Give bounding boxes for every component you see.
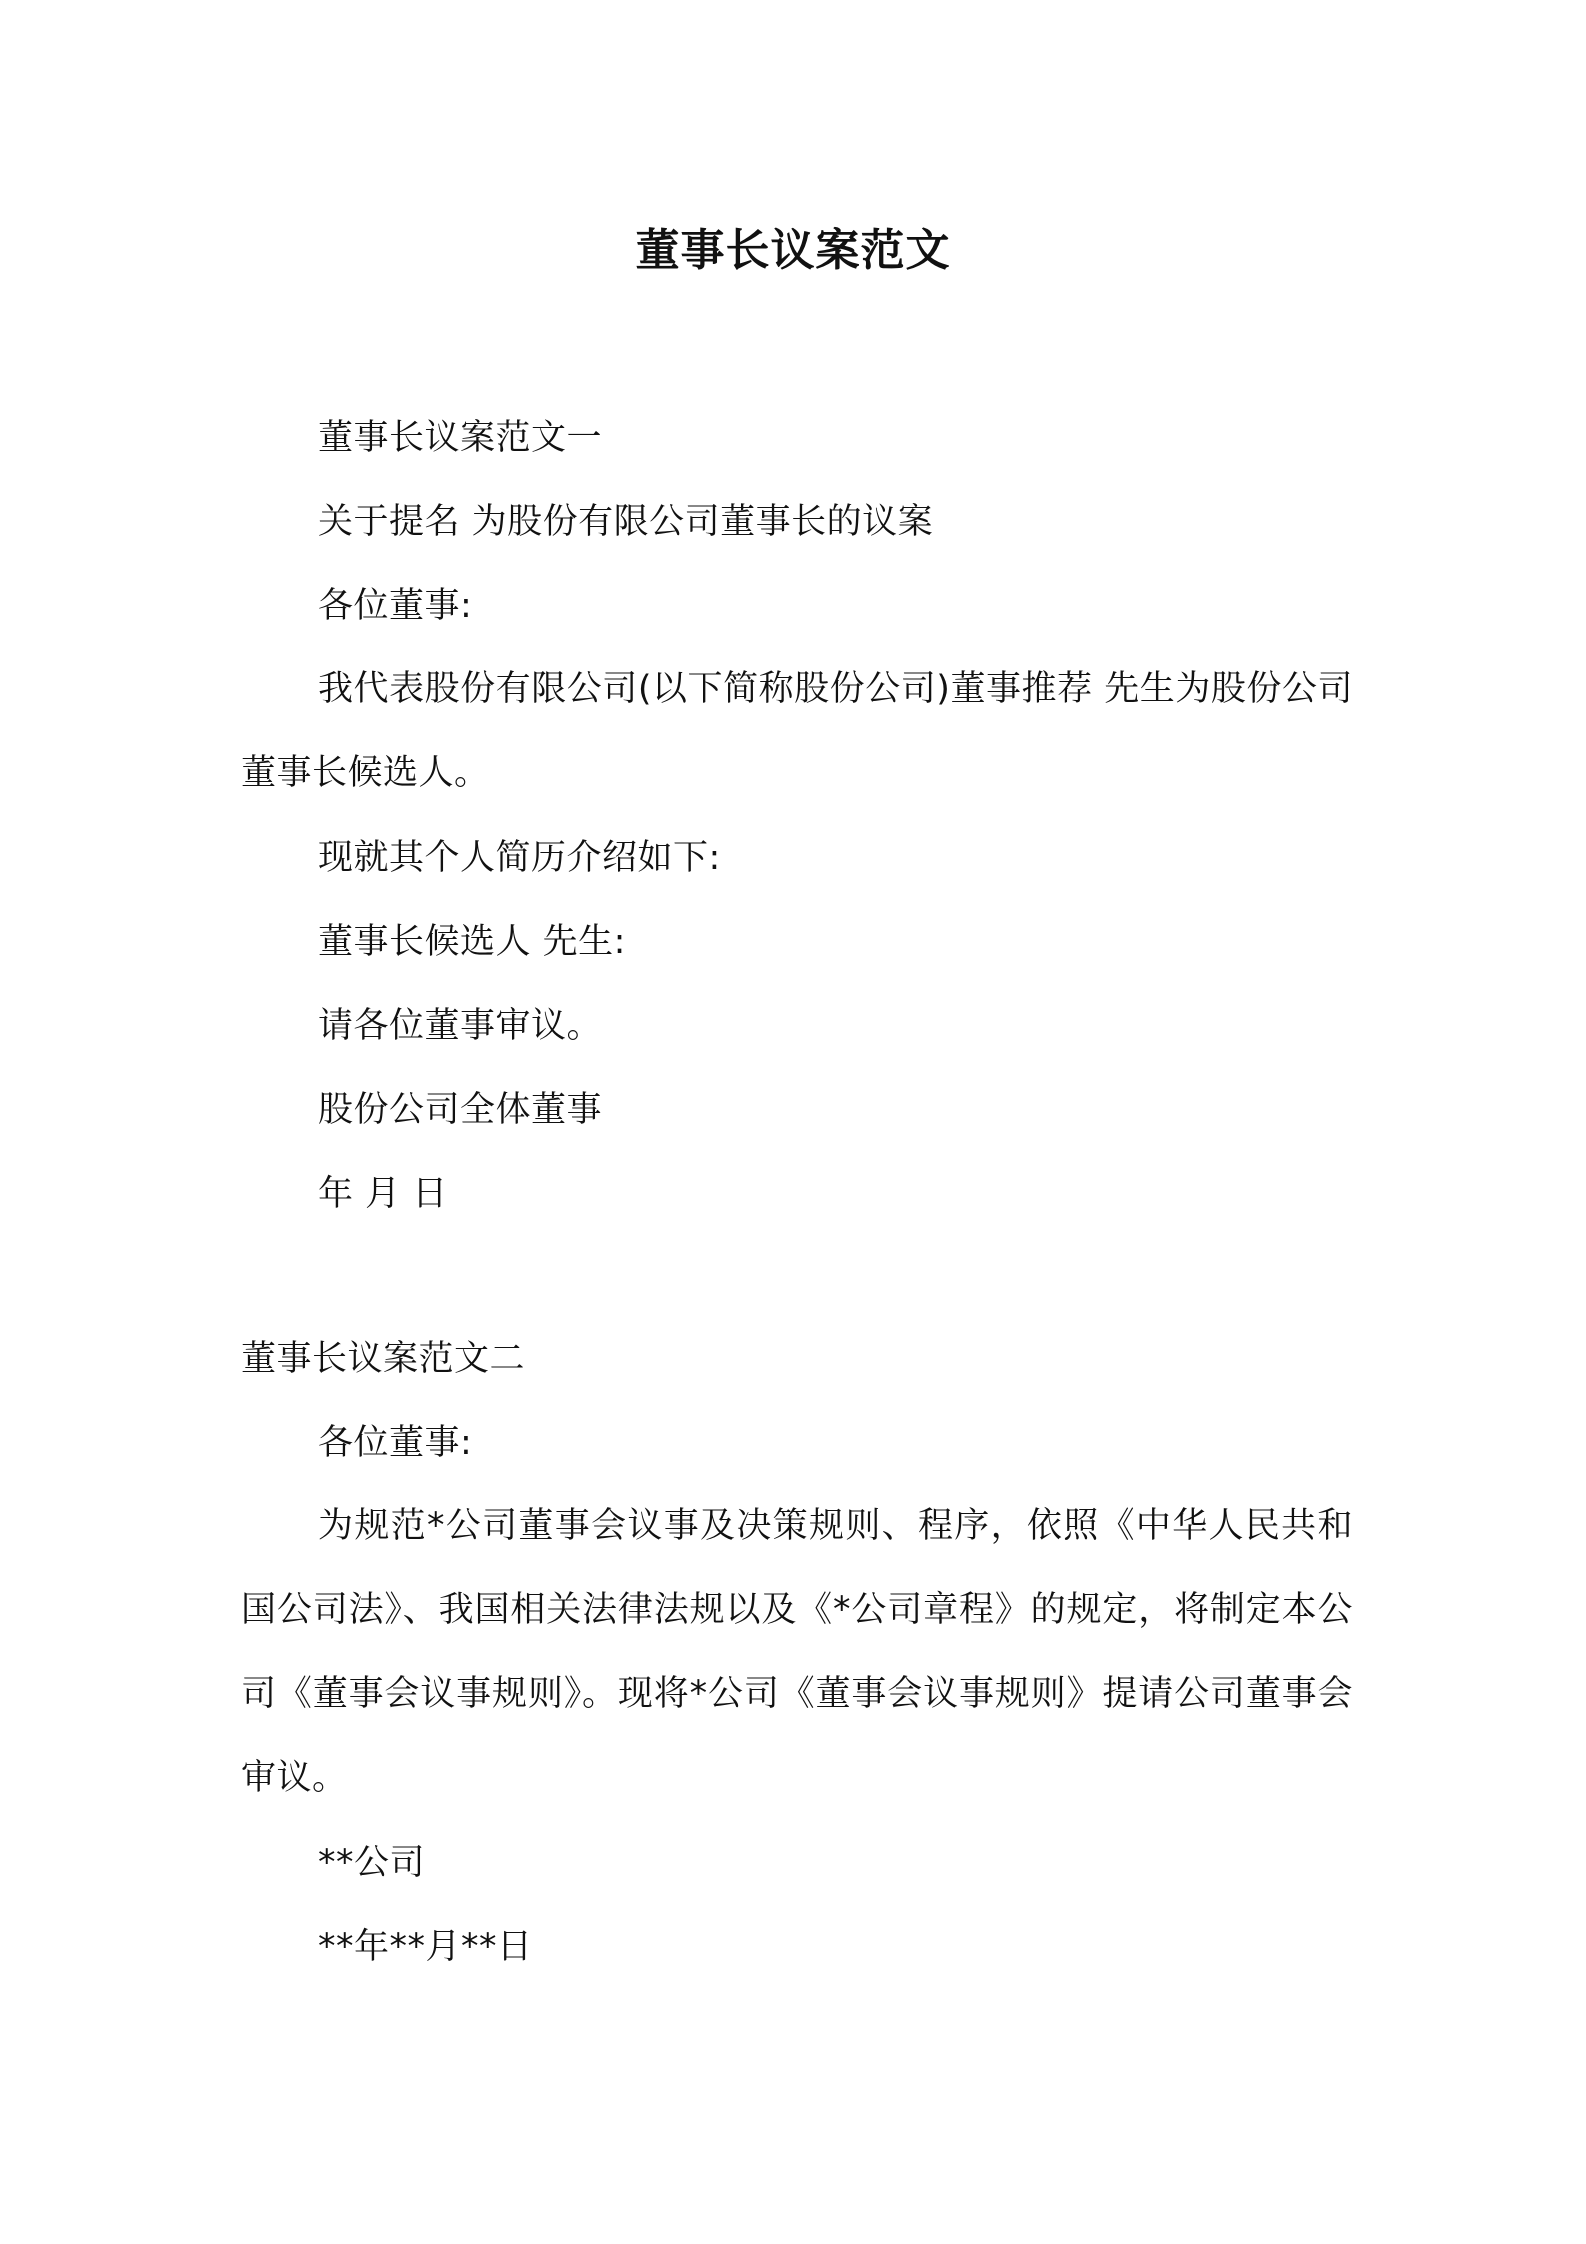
sample1-date: 年 月 日	[318, 1174, 448, 1214]
document-title: 董事长议案范文	[635, 225, 951, 276]
sample1-subject: 关于提名 为股份有限公司董事长的议案	[318, 502, 934, 542]
sample1-candidate: 董事长候选人 先生:	[318, 922, 626, 962]
sample2-body: 为规范*公司董事会议事及决策规则、程序，依照《中华人民共和国公司法》、我国相关法律法规以及《*公司章程》的规定，将制定本公司《董事会议事规则》。现将*公司《董事会议事规则》提请公司董事会审议。	[241, 1506, 1353, 1798]
sample2-signature: **公司	[318, 1843, 426, 1883]
sample2-heading: 董事长议案范文二	[241, 1339, 526, 1379]
sample1-signature: 股份公司全体董事	[318, 1090, 603, 1130]
sample2-salutation: 各位董事:	[318, 1423, 473, 1463]
sample1-intro: 现就其个人简历介绍如下:	[318, 838, 721, 878]
sample1-heading: 董事长议案范文一	[318, 418, 603, 458]
sample2-date: **年**月**日	[318, 1927, 533, 1967]
sample1-request: 请各位董事审议。	[318, 1006, 603, 1046]
sample1-body: 我代表股份有限公司(以下简称股份公司)董事推荐 先生为股份公司董事长候选人。	[241, 669, 1353, 793]
sample1-salutation: 各位董事:	[318, 586, 473, 626]
